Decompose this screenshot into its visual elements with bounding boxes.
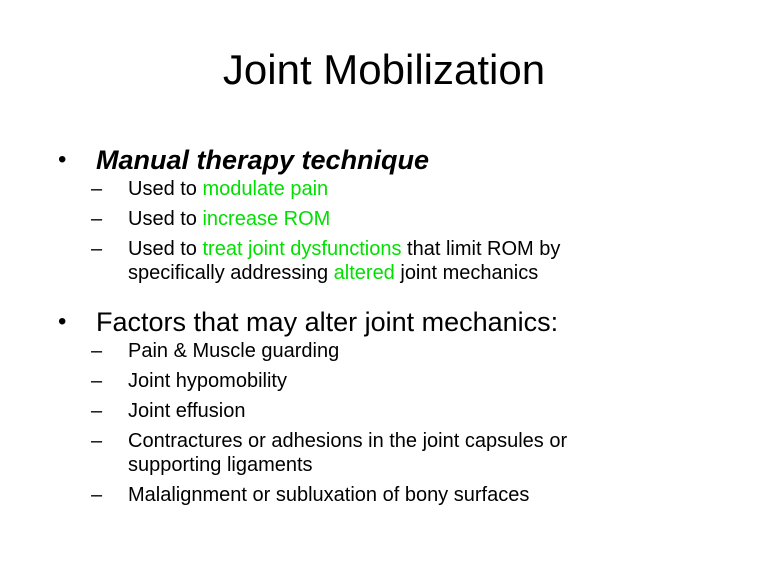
sub-item-text: Pain & Muscle guarding — [128, 340, 340, 362]
sub-list — [91, 339, 738, 507]
bullet-item — [58, 305, 738, 339]
sub-item-text: supporting ligaments — [128, 454, 313, 476]
sub-item — [91, 369, 738, 393]
sub-item-text: Contractures or adhesions in the joint capsules or — [128, 430, 568, 452]
sub-item — [91, 339, 738, 363]
dash-icon: – — [91, 484, 103, 506]
sub-item-text: Used to — [128, 208, 203, 230]
sub-item-text: joint mechanics — [394, 262, 539, 284]
spacer — [58, 295, 738, 305]
bullet-icon: • — [58, 308, 67, 335]
highlight-text: treat joint dysfunctions — [202, 238, 402, 260]
sub-item — [91, 207, 738, 231]
sub-item — [91, 429, 738, 477]
sub-item-text: Malalignment or subluxation of bony surfaces — [128, 484, 530, 506]
bullet-text: Factors that may alter joint mechanics: — [96, 307, 559, 337]
sub-item — [91, 237, 738, 285]
sub-item-text: Joint hypomobility — [128, 370, 287, 392]
highlight-text: modulate pain — [202, 178, 329, 200]
sub-item-text: Used to — [128, 238, 203, 260]
dash-icon: – — [91, 178, 103, 200]
dash-icon: – — [91, 208, 103, 230]
dash-icon: – — [91, 400, 103, 422]
slide-body — [58, 143, 738, 513]
sub-item-text: Joint effusion — [128, 400, 246, 422]
sub-item-text: Used to — [128, 178, 203, 200]
slide-title: Joint Mobilization — [222, 46, 546, 93]
bullet-group-1 — [58, 143, 738, 285]
sub-item-text: specifically addressing — [128, 262, 334, 284]
bullet-text: Manual therapy technique — [96, 145, 430, 175]
highlight-text: altered — [333, 262, 395, 284]
bullet-group-2 — [58, 305, 738, 507]
sub-item — [91, 177, 738, 201]
sub-item — [91, 483, 738, 507]
highlight-text: increase ROM — [202, 208, 331, 230]
sub-item-text: that limit ROM by — [401, 238, 561, 260]
sub-list — [91, 177, 738, 285]
sub-item — [91, 399, 738, 423]
bullet-item — [58, 143, 738, 177]
dash-icon: – — [91, 238, 103, 260]
dash-icon: – — [91, 340, 103, 362]
bullet-icon: • — [58, 146, 67, 173]
dash-icon: – — [91, 430, 103, 452]
dash-icon: – — [91, 370, 103, 392]
